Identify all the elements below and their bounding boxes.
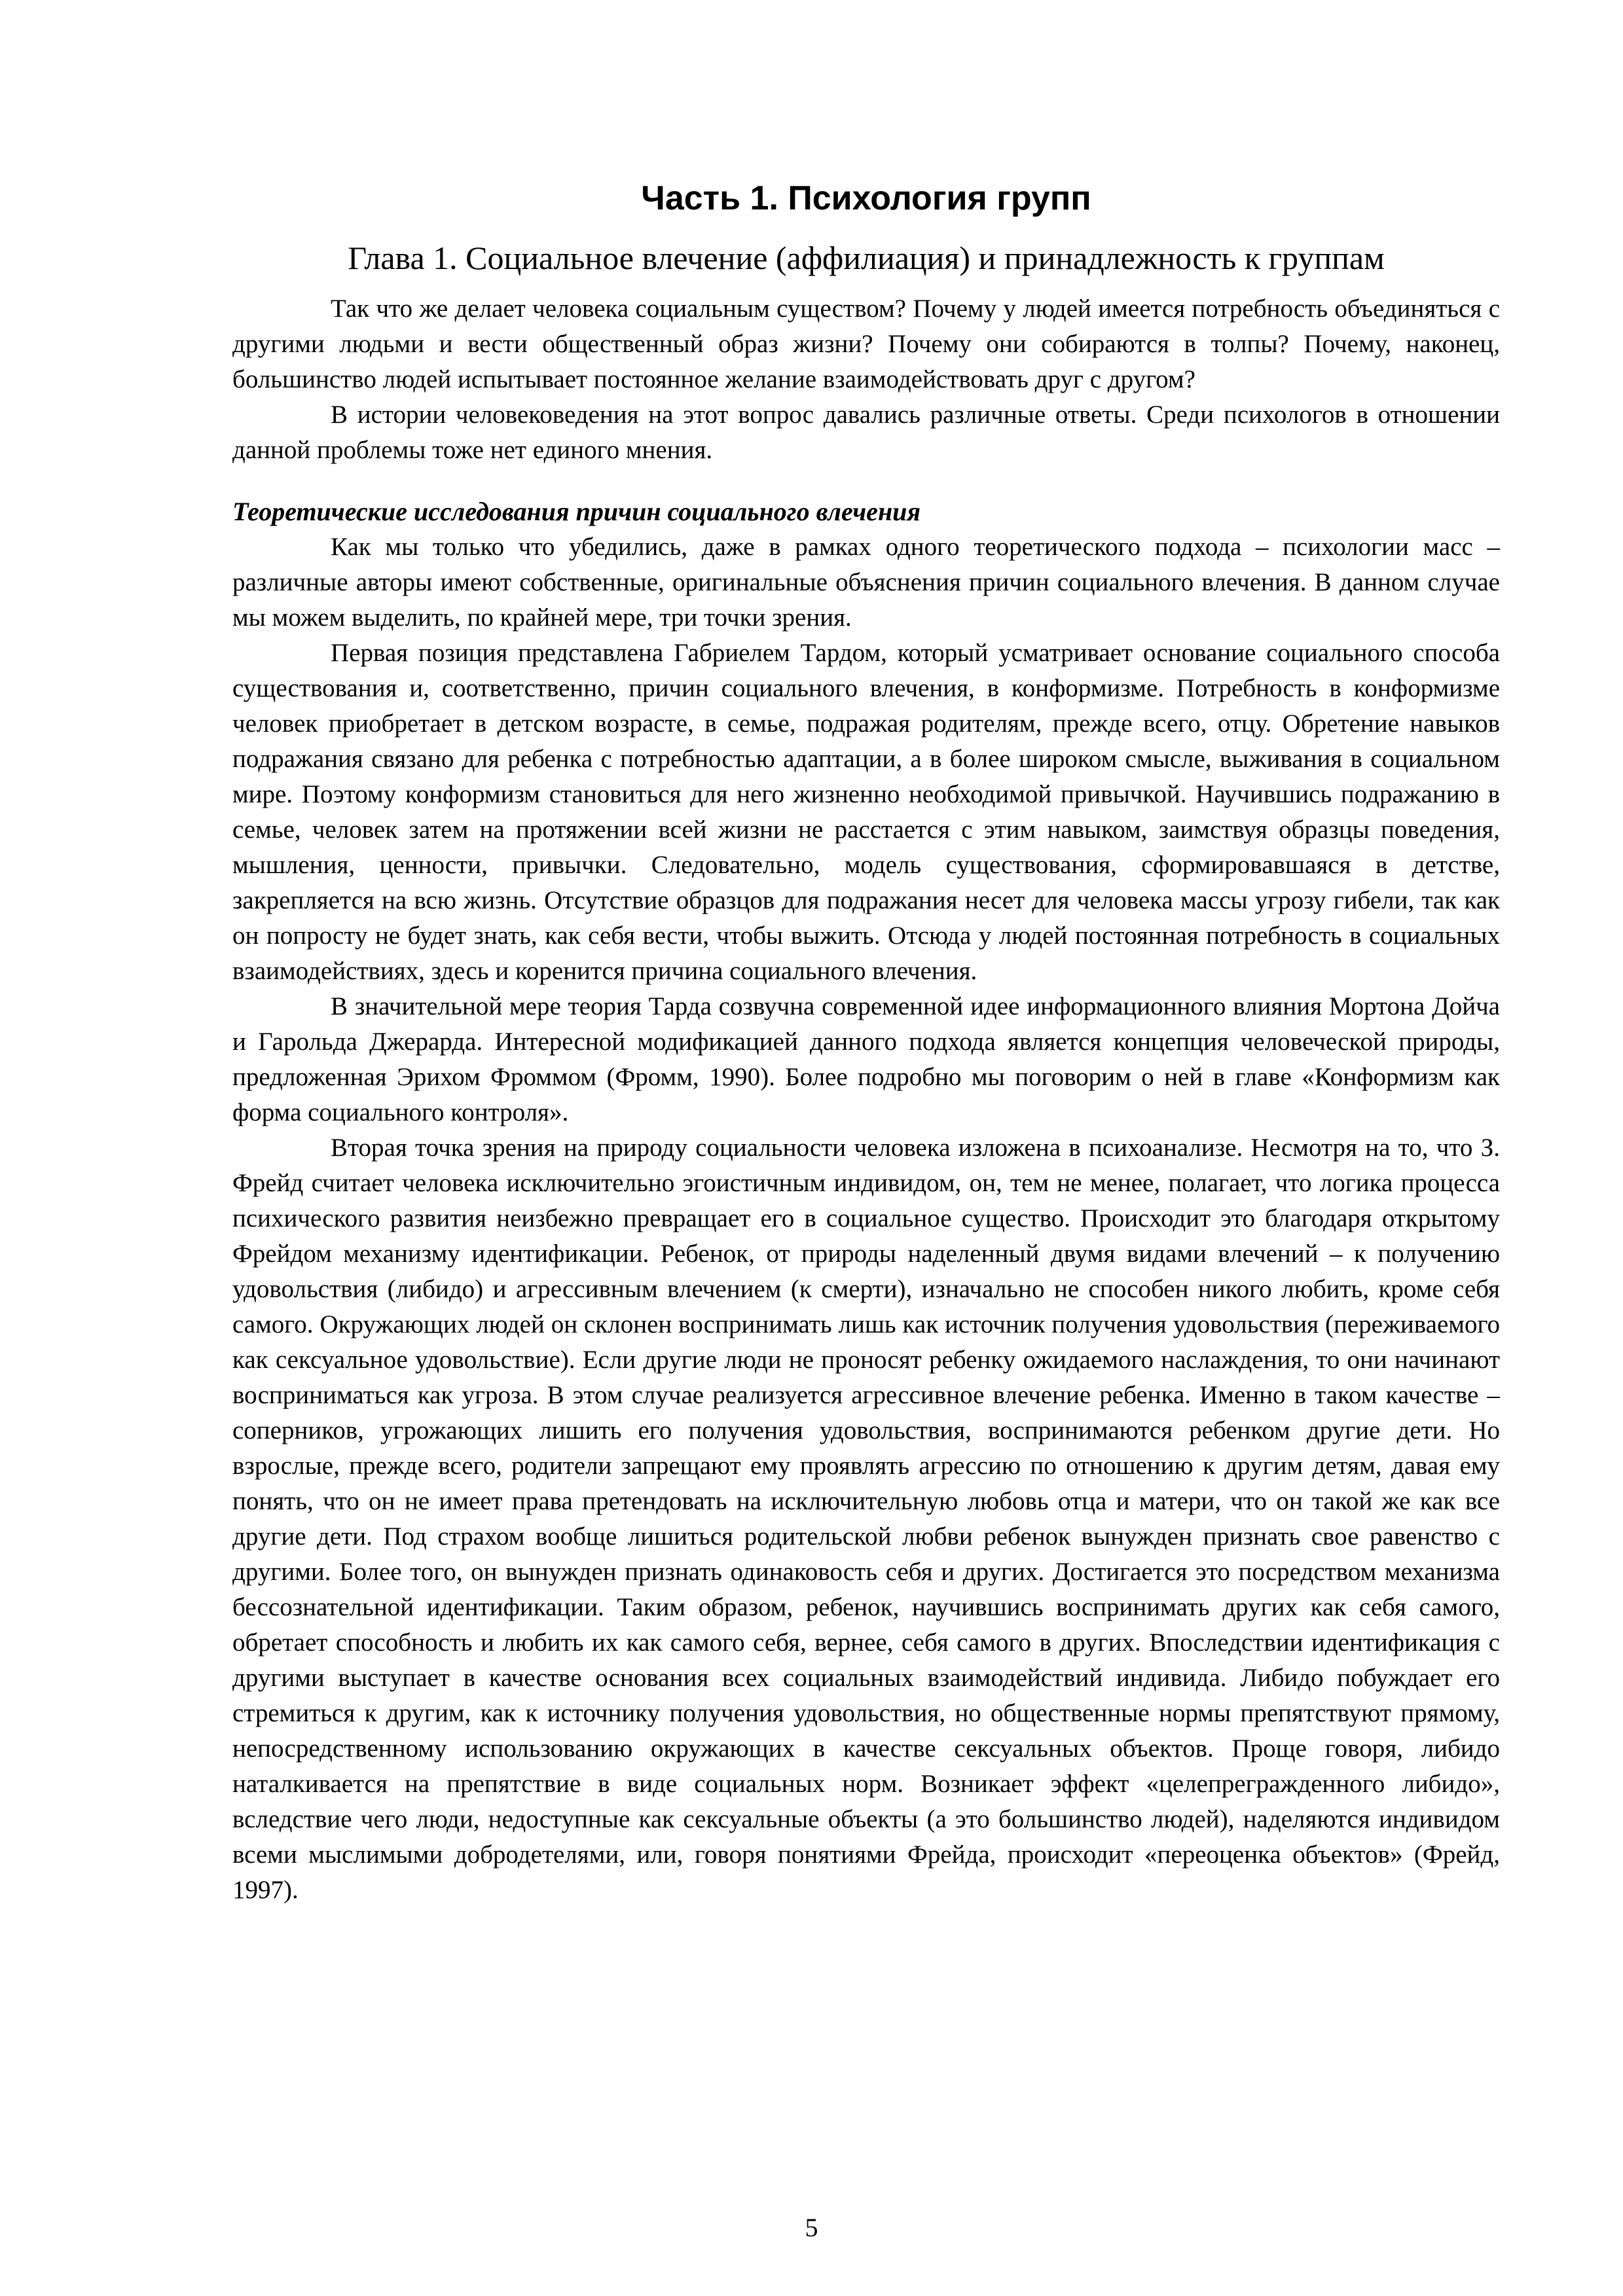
section-heading: Теоретические исследования причин социального влечения: [232, 496, 921, 526]
paragraph: Так что же делает человека социальным существом? Почему у людей имеется потребность объединяться с другими людьми и вести общественный образ жизни? Почему они собираются в толпы? Почему, наконец, большинство людей испытывает постоянное желание взаимодействовать друг с другом?: [232, 294, 1500, 393]
paragraph: В истории человековедения на этот вопрос давались различные ответы. Среди психологов в отношении данной проблемы тоже нет единого мнения.: [232, 400, 1500, 464]
document-page: [232, 177, 1500, 1908]
paragraph: Первая позиция представлена Габриелем Тардом, который усматривает основание социального способа существования и, соответственно, причин социального влечения, в конформизме. Потребность в конформизме человек приобретает в детском возрасте, в семье, подражая родителям, прежде всего, отцу. Обретение навыков подражания связано для ребенка с потребностью адаптации, а в более широком смысле, выживания в социальном мире. Поэтому конформизм становиться для него жизненно необходимой привычкой. Научившись подражанию в семье, человек затем на протяжении всей жизни не расстается с этим навыком, заимствуя образцы поведения, мышления, ценности, привычки. Следовательно, модель существования, сформировавшаяся в детстве, закрепляется на всю жизнь. Отсутствие образцов для подражания несет для человека массы угрозу гибели, так как он попросту не будет знать, как себя вести, чтобы выжить. Отсюда у людей постоянная потребность в социальных взаимодействиях, здесь и коренится причина социального влечения.: [232, 638, 1500, 985]
paragraph: Как мы только что убедились, даже в рамках одного теоретического подхода – психологии масс – различные авторы имеют собственные, оригинальные объяснения причин социального влечения. В данном случае мы можем выделить, по крайней мере, три точки зрения.: [232, 532, 1500, 632]
paragraph: Вторая точка зрения на природу социальности человека изложена в психоанализе. Несмотря на то, что З. Фрейд считает человека исключительно эгоистичным индивидом, он, тем не менее, полагает, что логика процесса психического развития неизбежно превращает его в социальное существо. Происходит это благодаря открытому Фрейдом механизму идентификации. Ребенок, от природы наделенный двумя видами влечений – к получению удовольствия (либидо) и агрессивным влечением (к смерти), изначально не способен никого любить, кроме себя самого. Окружающих людей он склонен воспринимать лишь как источник получения удовольствия (переживаемого как сексуальное удовольствие). Если другие люди не проносят ребенку ожидаемого наслаждения, то они начинают восприниматься как угроза. В этом случае реализуется агрессивное влечение ребенка. Именно в таком качестве – соперников, угрожающих лишить его получения удовольствия, воспринимаются ребенком другие дети. Но взрослые, прежде всего, родители запрещают ему проявлять агрессию по отношению к другим детям, давая ему понять, что он не имеет права претендовать на исключительную любовь отца и матери, что он такой же как все другие дети. Под страхом вообще лишиться родительской любви ребенок вынужден признать свое равенство с другими. Более того, он вынужден признать одинаковость себя и других. Достигается это посредством механизма бессознательной идентификации. Таким образом, ребенок, научившись воспринимать других как себя самого, обретает способность и любить их как самого себя, вернее, себя самого в других. Впоследствии идентификация с другими выступает в качестве основания всех социальных взаимодействий индивида. Либидо побуждает его стремиться к другим, как к источнику получения удовольствия, но общественные нормы препятствуют прямому, непосредственному использованию окружающих в качестве сексуальных объектов. Проще говоря, либидо наталкивается на препятствие в виде социальных норм. Возникает эффект «целепрегражденного либидо», вследствие чего люди, недоступные как сексуальные объекты (а это большинство людей), наделяются индивидом всеми мыслимыми добродетелями, или, говоря понятиями Фрейда, происходит «переоценка объектов» (Фрейд, 1997).: [232, 1133, 1500, 1904]
chapter-title: Глава 1. Социальное влечение (аффилиация) и принадлежность к группам: [348, 239, 1385, 276]
paragraph: В значительной мере теория Тарда созвучна современной идее информационного влияния Мортона Дойча и Гарольда Джерарда. Интересной модификацией данного подхода является концепция человеческой природы, предложенная Эрихом Фроммом (Фромм, 1990). Более подробно мы поговорим о ней в главе «Конформизм как форма социального контроля».: [232, 992, 1500, 1126]
page-number: 5: [805, 2213, 818, 2242]
part-title: Часть 1. Психология групп: [641, 179, 1091, 217]
